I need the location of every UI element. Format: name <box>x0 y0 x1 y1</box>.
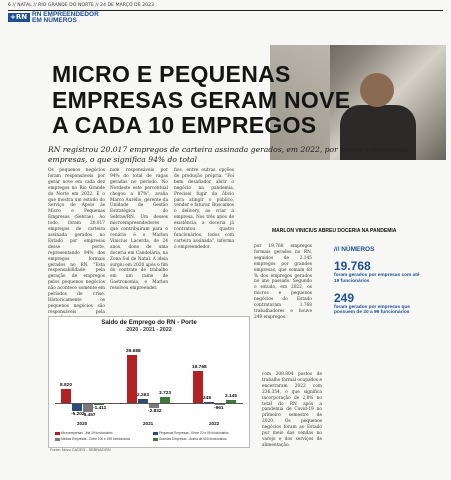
chart-value-label: 29.688 <box>126 349 141 355</box>
chart-value-label: 249 <box>203 396 212 401</box>
legend-swatch <box>55 432 60 435</box>
chart-value-label: 19.768 <box>192 365 207 371</box>
legend-label: Pequenas Empresas - Entre 20 e 99 funcionários <box>159 431 229 435</box>
chart-category-label: 2022 <box>209 421 220 426</box>
chart-value-label: 2.145 <box>225 393 238 399</box>
numbers-sidebar <box>334 246 420 316</box>
chart-category-label: 2021 <box>143 421 154 426</box>
body-column-4: por 19.768 empregos formais gerados no RN, seguidos de 2.145 empregos por grandes empresas, que somam 68 % dos empregos gerados no ano passado. Segundo o estudo, em 2022, os micros e pequenos negócios do Estado contrataram 1.768 trabalhadores e houve 249 empregos. <box>254 244 312 320</box>
chart-value-label: 3.723 <box>159 391 172 397</box>
section-name-line2: EM NÚMEROS <box>32 17 77 24</box>
chart-zero-axis <box>55 403 243 404</box>
chart-value-label: -2.832 <box>148 408 162 414</box>
chart-bar <box>61 389 71 403</box>
headline-line2: EMPRESAS GERAM NOVE <box>52 86 351 113</box>
body-column-2: nam responsáveis por 94% do total de vagas geradas no período. No Nordeste este percentual chegou a 87%", avalia Marco Aurélio, gerente da Unidade de Gestão Estratégica do Sebrae/RN. Um desses microempreendedores que contribuíram para o cenário é o Marlon Vinícius Lacerda, de 24 anos, dono de uma doceria em Candelária, na Zona Sul de Natal. A ideia surgiu em 2020 após o fim do contrato de trabalho em um ramo de Gastronomia, e Marlon resolveu empreender. <box>110 168 168 292</box>
body-column-3: fios, entre outras opções de produção própria. "Foi bem desafiador abrir o negócio na pandemia. Precisei fugir do ôbvio para atingir o público, vender e faturar. Buscamos o delivery, ao criar a empresa. Nos três anos de existência, a doceria já contratou quatro funcionários, todos com carteira assinada", informa o empreendedor. <box>174 168 234 250</box>
headline <box>52 62 350 139</box>
chart-legend-item <box>55 431 113 435</box>
sidebar-stat2-text: foram gerados por empresas que possuem de 20 a 99 funcionários <box>334 304 410 316</box>
chart-bar <box>127 355 137 403</box>
photo-caption: MARLON VINICIUS ABREU DOCERIA NA PANDEMIA <box>272 228 397 234</box>
chart-bar <box>149 403 159 408</box>
headline-line1: MICRO E PEQUENAS <box>52 61 291 87</box>
chart-legend-item <box>55 437 130 441</box>
legend-label: Médias Empresas - Entre 100 e 499 funcionários <box>61 437 131 441</box>
section-name <box>32 12 99 24</box>
chart-bar <box>83 403 93 412</box>
chart-subtitle: 2020 - 2021 - 2022 <box>126 327 172 333</box>
legend-swatch <box>153 432 158 435</box>
chart-value-label: 2.263 <box>137 393 150 399</box>
chart-value-label: -5.457 <box>82 412 96 418</box>
photo-person-head <box>360 73 394 107</box>
sidebar-stat1-value: 19.768 <box>334 259 371 273</box>
section-name-line1: RN EMPREENDEDOR <box>32 11 99 18</box>
sidebar-title: /// NÚMEROS <box>334 246 375 253</box>
chart-legend-item <box>153 437 227 441</box>
chart-legend-item <box>153 431 229 435</box>
chart-value-label: -1.411 <box>93 406 107 412</box>
legend-label: Microempresas - Até 19 funcionários <box>61 431 113 435</box>
chart-source: Fonte: Novo CAGED - SEBRAE/RN <box>50 448 111 452</box>
chart-value-label: -5.202 <box>71 412 85 418</box>
headline-line3: A CADA 10 EMPREGOS <box>52 112 317 138</box>
badge-text: +RN <box>10 13 28 21</box>
chart-value-label: 8.820 <box>60 382 73 388</box>
legend-swatch <box>153 438 158 441</box>
section-badge <box>8 13 30 22</box>
sidebar-stat1-text: foram gerados por empresas com até 19 funcionários <box>334 273 420 284</box>
legend-label: Grandes Empresas - Acima de 500 funcionários <box>159 437 227 441</box>
sidebar-stat2-value: 249 <box>334 290 355 305</box>
chart-title: Saldo de Emprego do RN - Porte <box>101 319 197 326</box>
chart-bar <box>193 371 203 403</box>
chart-bar <box>72 403 82 411</box>
chart-value-label: -961 <box>214 405 224 411</box>
employment-chart <box>48 316 250 448</box>
page-header-line: 6 // NATAL // RIO GRANDE DO NORTE // 24 DE MARÇO DE 2023 <box>8 3 155 8</box>
chart-category-label: 2020 <box>77 421 88 426</box>
legend-swatch <box>55 438 60 441</box>
body-column-5: com 208.804 postos de trabalho formal ocupados e encerraram 2022 com 236.354, o que significa incorporação de 2,8% no total do RN após a pandemia de Covid-19 no primeiro semestre de 2020. Os pequenos negócios foram ao Estado por meio das vendas no varejo e dos serviços de alimentação. <box>262 372 322 448</box>
body-column-1: Os pequenos negócios foram responsáveis por gerar nove em cada dez empregos no Rio Grande do Norte em 2022. É o que mostra um estudo do Serviço de Apoio às Micro e Pequenas Empresas (Sebrae). Ao todo, foram 20.017 empregos de carteira assinada gerados no Estado por empresas desse porte, representando 94% dos empregos formais gerados no RN. "Esta responsabilidade pela geração de empregos pelos pequenos negócios não acontece somente em períodos de crise. Historicamente os pequenos negócios são responsáveis pela <box>48 168 105 315</box>
article-deck: RN registrou 20.017 empregos de carteira assinada gerados, em 2022, por micro e pequenas empresas, o que significa 94% do total <box>48 145 409 164</box>
